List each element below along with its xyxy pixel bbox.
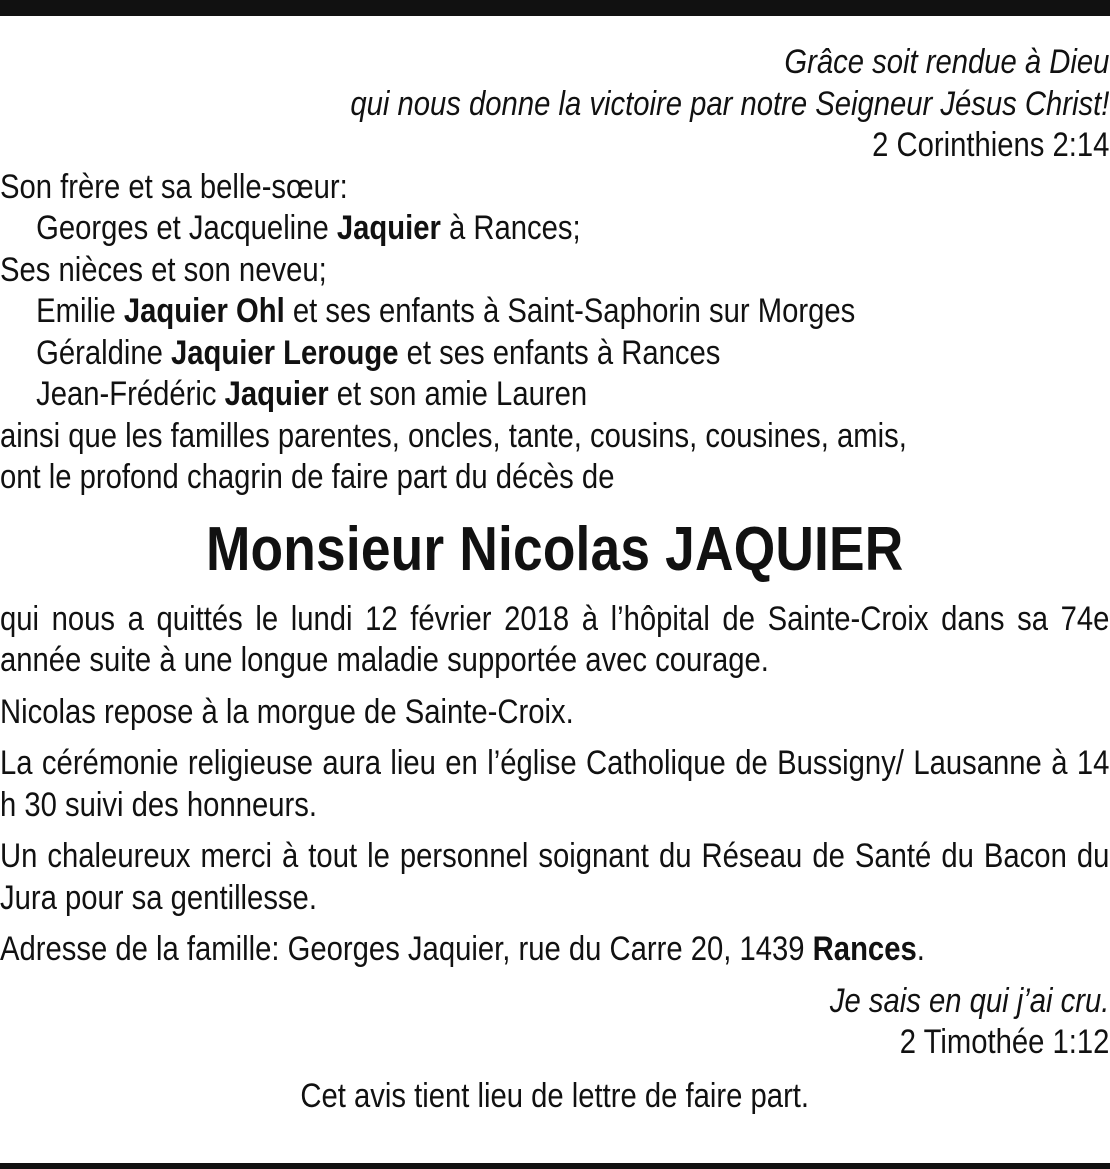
niece-2-text-after: et ses enfants à Rances <box>398 333 721 372</box>
family-intro-nieces: Ses nièces et son neveu; <box>0 250 327 289</box>
epigraph-bottom-line: Je sais en qui j’ai cru. <box>829 981 1110 1020</box>
family-others-line: ainsi que les familles parentes, oncles, tante, cousins, cousines, amis, <box>0 416 907 455</box>
niece-1-text-after: et ses enfants à Saint-Saphorin sur Morges <box>284 292 856 330</box>
niece-1-surname: Jaquier Ohl <box>123 292 285 330</box>
family-niece-2-line <box>0 333 1109 375</box>
obituary-notice <box>0 42 1109 1117</box>
address-town: Rances <box>812 930 917 968</box>
family-intro-brother: Son frère et sa belle-sœur: <box>0 167 348 206</box>
brother-surname: Jaquier <box>336 209 441 247</box>
deceased-name-heading: Monsieur Nicolas JAQUIER <box>205 514 904 584</box>
thanks-paragraph: Un chaleureux merci à tout le personnel soignant du Réseau de Santé du Bacon du Jura pour sa gentillesse. <box>0 837 1110 917</box>
brother-text-after: à Rances; <box>440 209 581 247</box>
niece-2-text-before: Géraldine <box>36 333 172 372</box>
niece-1-text-before: Emilie <box>36 292 124 330</box>
bottom-border-rule <box>0 1163 1110 1169</box>
top-border-rule <box>0 0 1110 16</box>
family-address-paragraph <box>0 929 1109 971</box>
brother-text-before: Georges et Jacqueline <box>36 209 337 247</box>
epigraph-bottom-reference: 2 Timothée 1:12 <box>899 1023 1110 1061</box>
family-niece-1-line <box>0 291 1109 333</box>
nephew-text-after: et son amie Lauren <box>328 375 588 413</box>
nephew-text-before: Jean-Frédéric <box>36 375 225 413</box>
niece-2-surname: Jaquier Lerouge <box>171 333 399 372</box>
family-brother-line <box>0 208 1109 250</box>
footer-note: Cet avis tient lieu de lettre de faire part. <box>300 1076 810 1115</box>
death-paragraph: qui nous a quittés le lundi 12 février 2018 à l’hôpital de Sainte-Croix dans sa 74e année suite à une longue maladie supportée avec courage. <box>0 599 1110 679</box>
family-nephew-line <box>0 374 1109 416</box>
epigraph-top-line-2: qui nous donne la victoire par notre Seigneur Jésus Christ! <box>350 84 1110 123</box>
ceremony-paragraph: La cérémonie religieuse aura lieu en l’église Catholique de Bussigny/ Lausanne à 14 h 30 suivi des honneurs. <box>0 744 1110 824</box>
epigraph-top-reference: 2 Corinthiens 2:14 <box>872 126 1110 164</box>
address-text-before: Adresse de la famille: Georges Jaquier, rue du Carre 20, 1439 <box>0 930 813 968</box>
epigraph-top-line-1: Grâce soit rendue à Dieu <box>784 43 1110 81</box>
nephew-surname: Jaquier <box>224 375 329 413</box>
announcement-line: ont le profond chagrin de faire part du décès de <box>0 458 615 496</box>
address-text-after: . <box>916 930 925 968</box>
rest-paragraph: Nicolas repose à la morgue de Sainte-Croix. <box>0 692 574 731</box>
